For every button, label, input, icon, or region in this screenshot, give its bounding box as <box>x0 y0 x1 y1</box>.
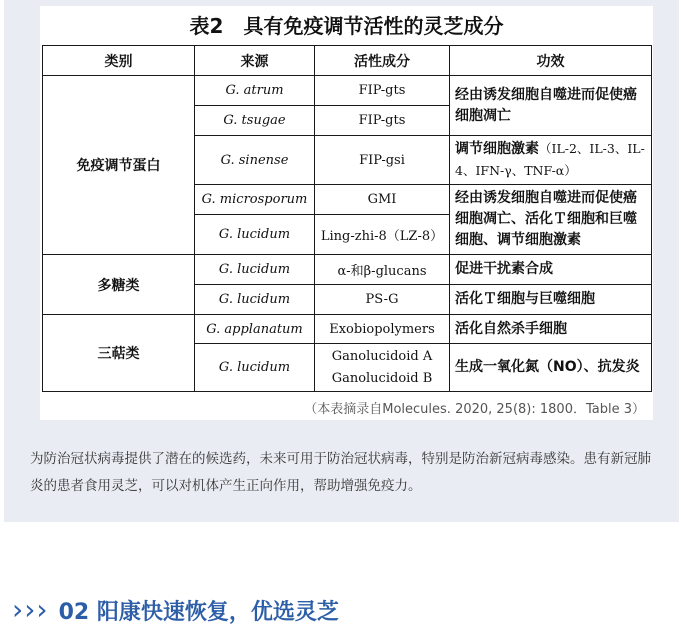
source-cell: G. sinense <box>195 136 315 185</box>
source-cell: G. microsporum <box>195 185 315 215</box>
active-component-cell: PS-G <box>315 285 450 315</box>
active-component-cell: Exobiopolymers <box>315 315 450 344</box>
chevron-group <box>12 593 49 626</box>
body-paragraph: 为防治冠状病毒提供了潜在的候选药，未来可用于防治冠状病毒，特别是防治新冠病毒感染。患有新冠肺炎的患者食用灵芝，可以对机体产生正向作用，帮助增强免疫力。 <box>30 451 651 494</box>
source-cell: G. applanatum <box>195 315 315 344</box>
table-figure <box>40 6 653 420</box>
section-number: 02 <box>58 599 90 625</box>
source-cell: G. lucidum <box>195 215 315 255</box>
chevron-right-icon: › <box>12 593 24 626</box>
chevron-right-icon: › <box>36 593 48 626</box>
effect-cell <box>450 136 652 185</box>
active-component-cell: FIP-gts <box>315 106 450 136</box>
active-component-cell: Ling-zhi-8（LZ-8） <box>315 215 450 255</box>
effect-cell: 活化Ｔ细胞与巨噬细胞 <box>450 285 652 315</box>
category-cell: 三萜类 <box>43 315 195 392</box>
table-row <box>43 76 652 106</box>
effect-cell: 活化自然杀手细胞 <box>450 315 652 344</box>
table-row <box>43 255 652 285</box>
active-component-cell: FIP-gts <box>315 76 450 106</box>
article-panel <box>4 0 679 522</box>
section-heading <box>12 592 339 628</box>
effect-cytokines: （IL-2、IL-3、IL-4、IFN-γ、TNF-α） <box>455 141 645 178</box>
section-title-text: 阳康快速恢复，优选灵芝 <box>96 599 339 625</box>
table-title: 表2 具有免疫调节活性的灵芝成分 <box>189 14 504 38</box>
category-cell: 免疫调节蛋白 <box>43 76 195 255</box>
chevron-right-icon: › <box>24 593 36 626</box>
active-component-cell: FIP-gsi <box>315 136 450 185</box>
source-cell: G. tsugae <box>195 106 315 136</box>
source-cell: G. lucidum <box>195 255 315 285</box>
active-component-line: Ganolucidoid A <box>331 348 433 364</box>
header-category: 类别 <box>43 46 195 76</box>
source-cell: G. lucidum <box>195 344 315 392</box>
category-cell: 多糖类 <box>43 255 195 315</box>
effect-cell: 生成一氧化氮（NO）、抗发炎 <box>450 344 652 392</box>
header-source: 来源 <box>195 46 315 76</box>
effect-cell: 促进干扰素合成 <box>450 255 652 285</box>
effect-cell: 经由诱发细胞自噬进而促使癌细胞凋亡 <box>450 76 652 136</box>
active-component-line: Ganolucidoid B <box>331 370 433 386</box>
table-source-note: （本表摘录自Molecules. 2020, 25(8): 1800．Table 3） <box>304 402 645 417</box>
active-component-cell: GMI <box>315 185 450 215</box>
table-header-row <box>43 46 652 76</box>
header-effect: 功效 <box>450 46 652 76</box>
immune-components-table <box>42 45 652 392</box>
effect-cell: 经由诱发细胞自噬进而促使癌细胞凋亡、活化Ｔ细胞和巨噬细胞、调节细胞激素 <box>450 185 652 255</box>
section-title <box>59 595 339 626</box>
active-component-cell <box>315 344 450 392</box>
effect-text: 调节细胞激素 <box>455 141 539 157</box>
header-active-component: 活性成分 <box>315 46 450 76</box>
source-cell: G. atrum <box>195 76 315 106</box>
source-cell: G. lucidum <box>195 285 315 315</box>
table-row <box>43 315 652 344</box>
active-component-cell: α-和β-glucans <box>315 255 450 285</box>
